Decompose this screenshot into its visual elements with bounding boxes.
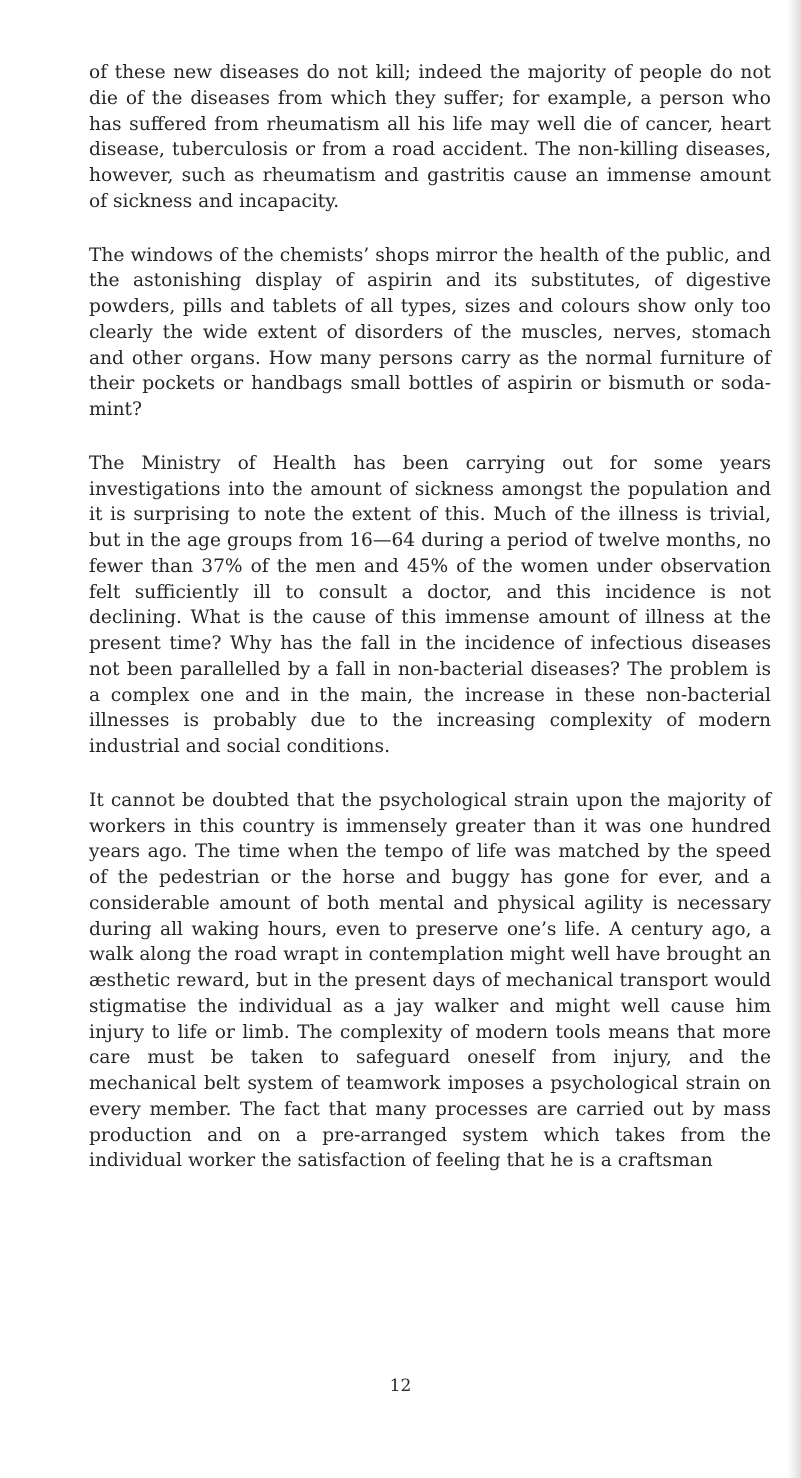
paragraph-3: The Ministry of Health has been carrying out for some years investigations into the amount of sickness amongst the population and it is surprising to note the extent of this. Much of the illness is trivial, but in the age groups from 16—64 during a period of twelve months, no fewer than 37% of the men and 45% of the women under observation felt sufficiently ill to consult a doctor, and this incidence is not declining. What is the cause of this immense amount of illness at the present time? Why has the fall in the incidence of infectious diseases not been parallelled by a fall in non-bacterial diseases? The problem is a complex one and in the main, the increase in these non-bacterial illnesses is probably due to the increasing complexity of modern industrial and social conditions. <box>89 452 771 757</box>
page-number: 12 <box>389 1376 412 1396</box>
body-text <box>89 60 771 1202</box>
scan-page-edge <box>787 0 801 1478</box>
paragraph-4: It cannot be doubted that the psychological strain upon the majority of workers in this country is immensely greater than it was one hundred years ago. The time when the tempo of life was matched by the speed of the pedestrian or the horse and buggy has gone for ever, and a considerable amount of both mental and physical agility is necessary during all waking hours, even to preserve one’s life. A century ago, a walk along the road wrapt in contemplation might well have brought an æsthetic reward, but in the present days of mechanical transport would stigmatise the individual as a jay walker and might well cause him injury to life or limb. The complexity of modern tools means that more care must be taken to safeguard oneself from injury, and the mechanical belt system of teamwork imposes a psychological strain on every member. The fact that many processes are carried out by mass production and on a pre-arranged system which takes from the individual worker the satisfaction of feeling that he is a craftsman <box>89 789 771 1172</box>
paragraph-1: of these new diseases do not kill; indeed the majority of people do not die of the diseases from which they suffer; for example, a person who has suffered from rheumatism all his life may well die of cancer, heart disease, tuberculosis or from a road accident. The non-killing diseases, however, such as rheumatism and gastritis cause an immense amount of sickness and incapacity. <box>89 62 771 212</box>
paragraph-2: The windows of the chemists’ shops mirror the health of the public, and the astonishing display of aspirin and its substitutes, of digestive powders, pills and tablets of all types, sizes and colours show only too clearly the wide extent of disorders of the muscles, nerves, stomach and other organs. How many persons carry as the normal furniture of their pockets or handbags small bottles of aspirin or bismuth or soda-mint? <box>89 244 771 420</box>
